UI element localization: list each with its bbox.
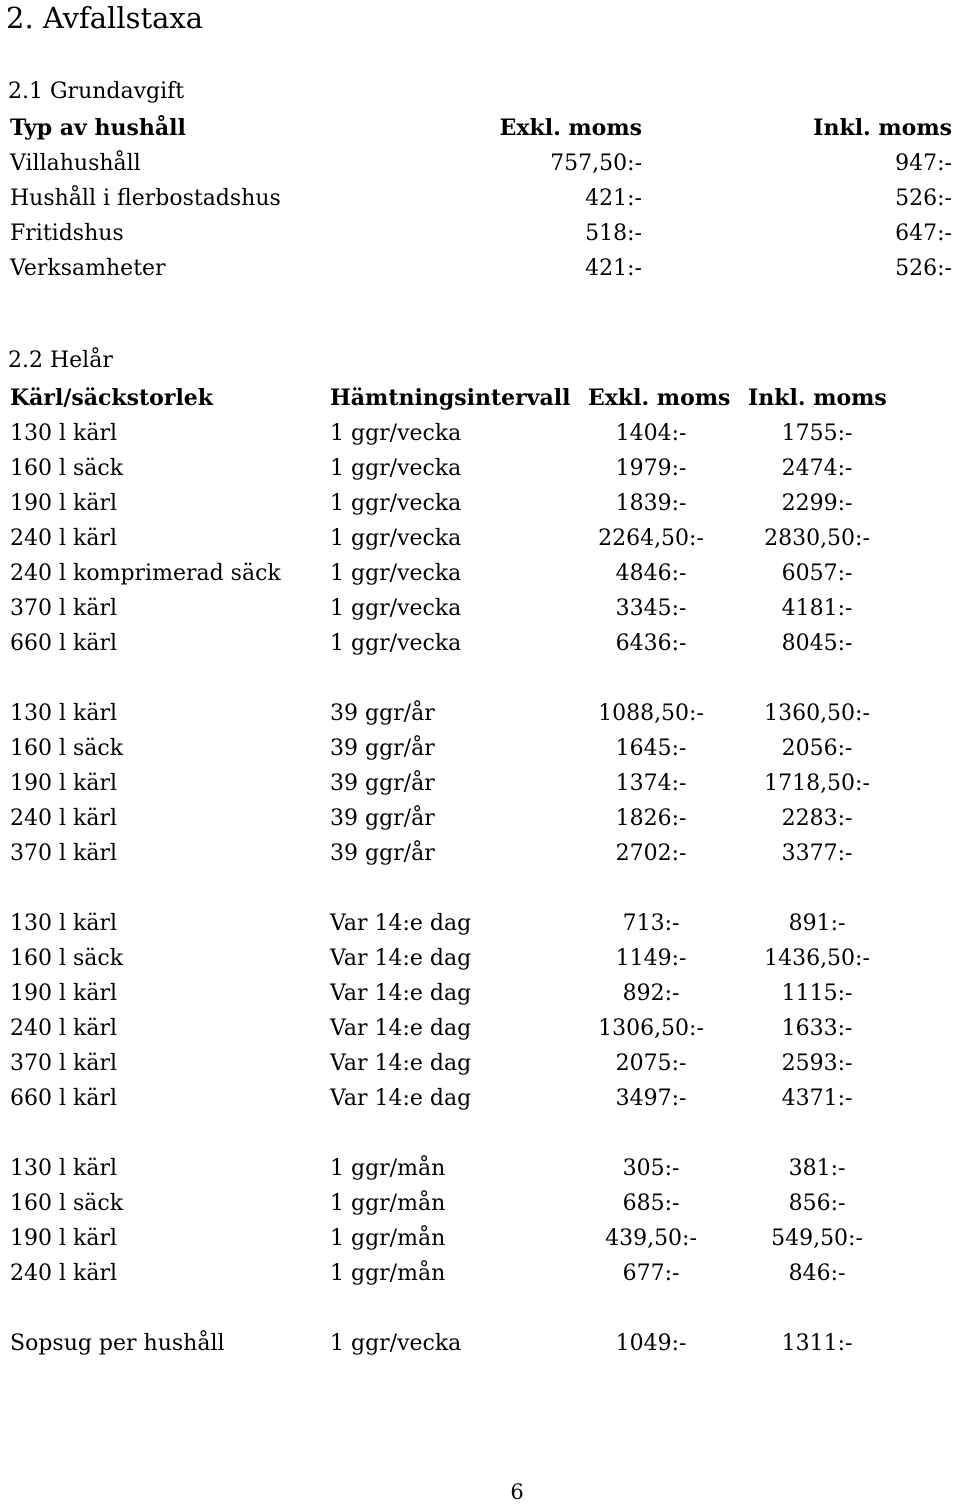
table-cell-3: 1088,50:- — [598, 701, 704, 726]
table-cell-2: 1 ggr/vecka — [330, 526, 462, 551]
table-row — [0, 1186, 960, 1221]
table-cell-4: 1115:- — [781, 981, 853, 1006]
table-row — [0, 906, 960, 941]
table-row — [0, 731, 960, 766]
table-cell-4: 2830,50:- — [764, 526, 870, 551]
page-heading: 2. Avfallstaxa — [6, 1, 204, 35]
table-row — [0, 521, 960, 556]
table-cell-4: 2283:- — [781, 806, 853, 831]
table-cell-3: 1374:- — [615, 771, 687, 796]
table-cell-3: 713:- — [622, 911, 680, 936]
table-cell-4: 6057:- — [781, 561, 853, 586]
table-row — [0, 976, 960, 1011]
table-cell-2: 421:- — [585, 186, 642, 211]
table-cell-3: 6436:- — [615, 631, 687, 656]
section-title-grundavgift: 2.1 Grundavgift — [8, 79, 185, 104]
table-cell-1: 160 l säck — [10, 1191, 124, 1216]
table-cell-2: 1 ggr/vecka — [330, 421, 462, 446]
table-cell-4: 1311:- — [781, 1331, 853, 1356]
table-cell-2: Var 14:e dag — [330, 946, 472, 971]
table-cell-1: 130 l kärl — [10, 701, 118, 726]
table-cell-3: 947:- — [895, 151, 952, 176]
table-cell-2: 1 ggr/vecka — [330, 491, 462, 516]
table-cell-1: 370 l kärl — [10, 841, 118, 866]
table-cell-3: 305:- — [622, 1156, 680, 1181]
table-cell-4: 1360,50:- — [764, 701, 870, 726]
table-header-row — [0, 111, 960, 146]
table-cell-3: 677:- — [622, 1261, 680, 1286]
table-cell-2: 1 ggr/vecka — [330, 456, 462, 481]
table-cell-2: 757,50:- — [550, 151, 642, 176]
table-cell-4: 8045:- — [781, 631, 853, 656]
table-cell-4: 549,50:- — [771, 1226, 863, 1251]
table-cell-3: 892:- — [622, 981, 680, 1006]
table-cell-3: 3345:- — [615, 596, 687, 621]
table-cell-3: 1826:- — [615, 806, 687, 831]
table-cell-4: 2299:- — [781, 491, 853, 516]
column-header-3: Exkl. moms — [588, 385, 731, 411]
table-row — [0, 1151, 960, 1186]
table-row — [0, 941, 960, 976]
table-cell-1: 190 l kärl — [10, 1226, 118, 1251]
table-cell-1: 130 l kärl — [10, 911, 118, 936]
table-row — [0, 556, 960, 591]
table-cell-1: 130 l kärl — [10, 421, 118, 446]
table-cell-1: Verksamheter — [10, 256, 166, 281]
table-cell-3: 3497:- — [615, 1086, 687, 1111]
table-row — [0, 1081, 960, 1116]
table-cell-1: 240 l kärl — [10, 1261, 118, 1286]
table-cell-2: 1 ggr/mån — [330, 1191, 446, 1216]
table-cell-3: 647:- — [895, 221, 952, 246]
table-cell-3: 2075:- — [615, 1051, 687, 1076]
table-cell-1: Fritidshus — [10, 221, 124, 246]
table-cell-3: 2702:- — [615, 841, 687, 866]
table-cell-1: 370 l kärl — [10, 1051, 118, 1076]
table-cell-3: 1839:- — [615, 491, 687, 516]
column-header-4: Inkl. moms — [748, 385, 887, 411]
table-cell-4: 1718,50:- — [764, 771, 870, 796]
column-header-1: Kärl/säckstorlek — [10, 385, 214, 411]
table-row — [0, 801, 960, 836]
table-cell-3: 4846:- — [615, 561, 687, 586]
table-cell-4: 1755:- — [781, 421, 853, 446]
column-header-2: Hämtningsintervall — [330, 385, 571, 411]
table-cell-2: 1 ggr/vecka — [330, 631, 462, 656]
table-cell-3: 685:- — [622, 1191, 680, 1216]
table-cell-4: 4181:- — [781, 596, 853, 621]
table-row — [0, 451, 960, 486]
table-cell-2: 1 ggr/mån — [330, 1261, 446, 1286]
table-cell-1: 190 l kärl — [10, 771, 118, 796]
table-cell-2: Var 14:e dag — [330, 1051, 472, 1076]
table-header-row — [0, 381, 960, 416]
table-cell-2: 1 ggr/vecka — [330, 561, 462, 586]
table-cell-4: 2474:- — [781, 456, 853, 481]
table-row — [0, 1221, 960, 1256]
table-cell-4: 891:- — [788, 911, 846, 936]
table-cell-1: 240 l kärl — [10, 526, 118, 551]
table-cell-1: 660 l kärl — [10, 1086, 118, 1111]
table-cell-1: 240 l komprimerad säck — [10, 561, 281, 586]
table-cell-1: 160 l säck — [10, 736, 124, 761]
table-cell-4: 3377:- — [781, 841, 853, 866]
table-cell-2: 1 ggr/mån — [330, 1226, 446, 1251]
table-cell-3: 439,50:- — [605, 1226, 697, 1251]
table-cell-4: 1633:- — [781, 1016, 853, 1041]
section-title-helar: 2.2 Helår — [8, 348, 113, 373]
table-cell-2: Var 14:e dag — [330, 981, 472, 1006]
table-cell-2: 518:- — [585, 221, 642, 246]
table-row — [0, 146, 960, 181]
table-row — [0, 766, 960, 801]
table-row — [0, 416, 960, 451]
table-cell-4: 856:- — [788, 1191, 846, 1216]
table-cell-1: Villahushåll — [10, 151, 141, 176]
table-cell-2: 39 ggr/år — [330, 701, 435, 726]
table-cell-1: 240 l kärl — [10, 806, 118, 831]
table-row — [0, 836, 960, 871]
table-cell-3: 1306,50:- — [598, 1016, 704, 1041]
table-row — [0, 216, 960, 251]
table-cell-1: Hushåll i flerbostadshus — [10, 186, 281, 211]
table-cell-3: 1404:- — [615, 421, 687, 446]
table-cell-1: 160 l säck — [10, 456, 124, 481]
table-cell-2: Var 14:e dag — [330, 911, 472, 936]
table-row — [0, 1046, 960, 1081]
table-cell-4: 4371:- — [781, 1086, 853, 1111]
table-cell-2: 39 ggr/år — [330, 841, 435, 866]
table-cell-2: 39 ggr/år — [330, 771, 435, 796]
table-cell-2: Var 14:e dag — [330, 1086, 472, 1111]
table-cell-4: 846:- — [788, 1261, 846, 1286]
table-cell-1: Sopsug per hushåll — [10, 1331, 225, 1356]
table-cell-2: 421:- — [585, 256, 642, 281]
table-cell-1: 130 l kärl — [10, 1156, 118, 1181]
table-row — [0, 591, 960, 626]
column-header-3: Inkl. moms — [813, 115, 952, 141]
table-cell-3: 1645:- — [615, 736, 687, 761]
table-cell-1: 190 l kärl — [10, 491, 118, 516]
table-row — [0, 486, 960, 521]
table-cell-1: 240 l kärl — [10, 1016, 118, 1041]
table-row — [0, 1326, 960, 1361]
table-cell-4: 1436,50:- — [764, 946, 870, 971]
table-cell-3: 1149:- — [615, 946, 687, 971]
table-row — [0, 181, 960, 216]
table-cell-3: 1049:- — [615, 1331, 687, 1356]
page-number: 6 — [510, 1480, 524, 1504]
table-cell-1: 160 l säck — [10, 946, 124, 971]
table-cell-4: 2056:- — [781, 736, 853, 761]
table-cell-2: 39 ggr/år — [330, 806, 435, 831]
table-row — [0, 696, 960, 731]
table-cell-1: 190 l kärl — [10, 981, 118, 1006]
table-row — [0, 626, 960, 661]
column-header-1: Typ av hushåll — [10, 115, 186, 141]
column-header-2: Exkl. moms — [499, 115, 642, 141]
table-cell-3: 1979:- — [615, 456, 687, 481]
table-cell-2: 1 ggr/vecka — [330, 596, 462, 621]
table-cell-1: 370 l kärl — [10, 596, 118, 621]
table-cell-4: 2593:- — [781, 1051, 853, 1076]
table-row — [0, 1256, 960, 1291]
table-cell-1: 660 l kärl — [10, 631, 118, 656]
table-cell-2: 39 ggr/år — [330, 736, 435, 761]
table-row — [0, 1011, 960, 1046]
table-cell-2: Var 14:e dag — [330, 1016, 472, 1041]
table-cell-2: 1 ggr/vecka — [330, 1331, 462, 1356]
table-cell-2: 1 ggr/mån — [330, 1156, 446, 1181]
table-row — [0, 251, 960, 286]
table-cell-3: 526:- — [895, 186, 952, 211]
table-cell-3: 2264,50:- — [598, 526, 704, 551]
table-cell-3: 526:- — [895, 256, 952, 281]
table-cell-4: 381:- — [788, 1156, 846, 1181]
